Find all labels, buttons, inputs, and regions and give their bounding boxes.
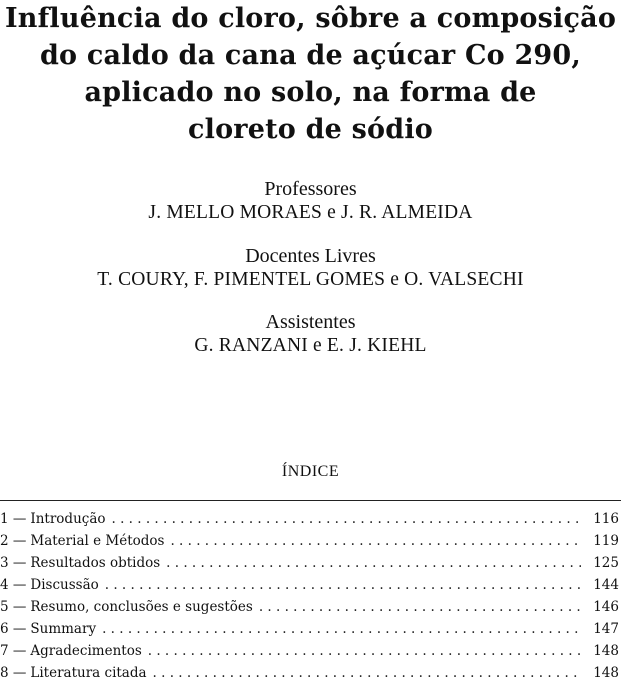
toc-dot-leader — [153, 662, 581, 684]
toc-page: 116 — [593, 511, 619, 527]
paper-title — [0, 0, 621, 148]
toc-number: 6 — — [0, 621, 27, 637]
toc-dot-leader — [170, 530, 581, 552]
title-line-1: Influência do cloro, sôbre a composição — [4, 3, 617, 34]
toc-entry — [0, 618, 619, 640]
toc-number: 2 — — [0, 533, 27, 549]
toc-page: 125 — [593, 555, 619, 571]
toc-number: 3 — — [0, 555, 27, 571]
toc-dot-leader — [112, 508, 582, 530]
toc-entry — [0, 552, 619, 574]
toc-label: Discussão — [30, 577, 99, 593]
table-of-contents — [0, 508, 619, 684]
author-role: Docentes Livres — [245, 245, 376, 267]
title-line-3: aplicado no solo, na forma de — [84, 77, 537, 108]
author-names: J. MELLO MORAES e J. R. ALMEIDA — [148, 202, 473, 223]
toc-number: 7 — — [0, 643, 27, 659]
toc-number: 4 — — [0, 577, 27, 593]
toc-entry — [0, 530, 619, 552]
toc-entry — [0, 508, 619, 530]
index-divider — [0, 500, 621, 501]
title-line-2: do caldo da cana de açúcar Co 290, — [39, 40, 582, 71]
toc-dot-leader — [259, 596, 581, 618]
toc-page: 148 — [593, 643, 619, 659]
toc-label: Summary — [30, 621, 97, 637]
author-role: Assistentes — [265, 311, 356, 333]
toc-label: Introdução — [30, 511, 106, 527]
toc-dot-leader — [105, 574, 581, 596]
toc-number: 1 — — [0, 511, 27, 527]
toc-entry — [0, 662, 619, 684]
author-group-assistentes — [0, 311, 621, 357]
toc-entry — [0, 574, 619, 596]
toc-label: Resultados obtidos — [30, 555, 161, 571]
toc-page: 119 — [593, 533, 619, 549]
toc-label: Resumo, conclusões e sugestões — [30, 599, 253, 615]
author-names: T. COURY, F. PIMENTEL GOMES e O. VALSECHI — [97, 269, 524, 290]
index-heading: ÍNDICE — [281, 463, 340, 480]
author-group-professores — [0, 178, 621, 224]
author-role: Professores — [264, 178, 357, 200]
toc-dot-leader — [148, 640, 581, 662]
toc-page: 147 — [593, 621, 619, 637]
author-names: G. RANZANI e E. J. KIEHL — [194, 335, 427, 356]
toc-page: 146 — [593, 599, 619, 615]
toc-page: 144 — [593, 577, 619, 593]
toc-number: 5 — — [0, 599, 27, 615]
toc-number: 8 — — [0, 665, 27, 681]
toc-dot-leader — [102, 618, 581, 640]
title-line-4: cloreto de sódio — [187, 114, 433, 145]
toc-entry — [0, 640, 619, 662]
toc-label: Literatura citada — [30, 665, 147, 681]
author-group-docentes — [0, 245, 621, 291]
toc-label: Material e Métodos — [30, 533, 165, 549]
toc-dot-leader — [166, 552, 581, 574]
toc-page: 148 — [593, 665, 619, 681]
toc-label: Agradecimentos — [30, 643, 142, 659]
toc-entry — [0, 596, 619, 618]
